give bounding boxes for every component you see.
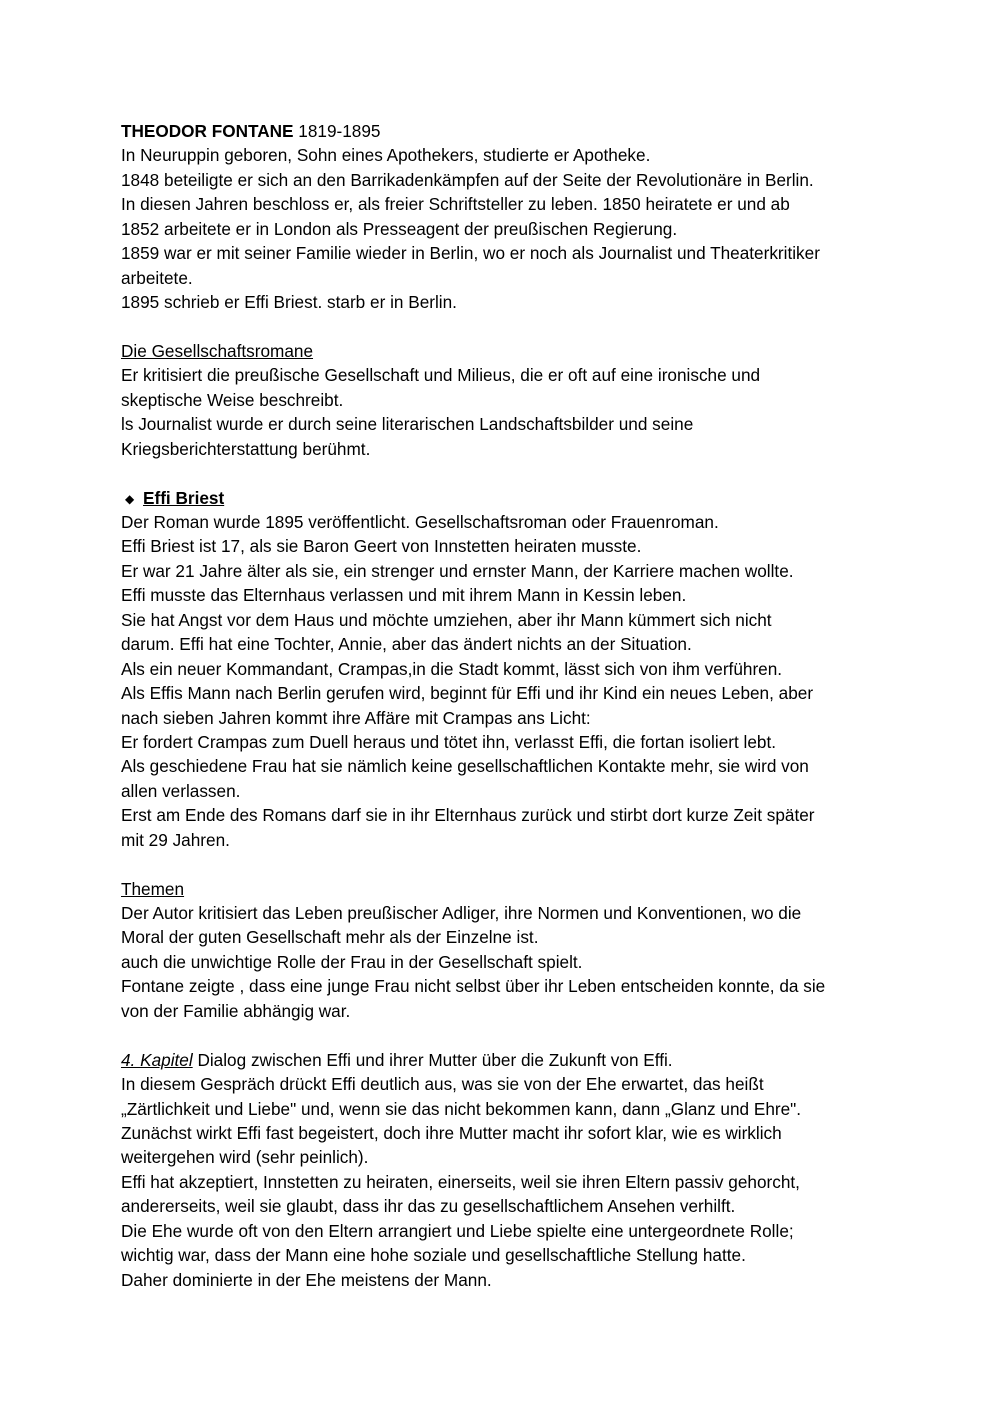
effi-line: nach sieben Jahren kommt ihre Affäre mit Crampas ans Licht: [121, 707, 591, 728]
bio-line: In Neuruppin geboren, Sohn eines Apothekers, studierte er Apotheke. [121, 145, 651, 166]
kapitel-line: In diesem Gespräch drückt Effi deutlich aus, was sie von der Ehe erwartet, das heißt [121, 1074, 764, 1095]
gesellschaft-line: Kriegsberichterstattung berühmt. [121, 438, 371, 459]
gesellschaftsromane-heading: Die Gesellschaftsromane [121, 340, 314, 361]
effi-line: allen verlassen. [121, 780, 241, 801]
spacer [121, 1023, 891, 1047]
kapitel-line: „Zärtlichkeit und Liebe" und, wenn sie das nicht bekommen kann, dann „Glanz und Ehre". [121, 1098, 802, 1119]
gesellschaft-line: ls Journalist wurde er durch seine literarischen Landschaftsbilder und seine [121, 414, 694, 435]
effi-line: mit 29 Jahren. [121, 829, 230, 850]
bio-title-line [121, 119, 891, 143]
gesellschaft-line: Er kritisiert die preußische Gesellschaft und Milieus, die er oft auf eine ironische und [121, 365, 761, 386]
section-heading [121, 339, 891, 363]
effi-line: Er fordert Crampas zum Duell heraus und tötet ihn, verlasst Effi, die fortan isoliert lebt. [121, 731, 777, 752]
effi-line: Der Roman wurde 1895 veröffentlicht. Gesellschaftsroman oder Frauenroman. [121, 512, 719, 532]
spacer [121, 852, 891, 876]
kapitel-line: andererseits, weil sie glaubt, dass ihr das zu gesellschaftlichem Ansehen verhilft. [121, 1196, 736, 1217]
bio-line: 1859 war er mit seiner Familie wieder in Berlin, wo er noch als Journalist und Theaterkritiker [121, 243, 820, 264]
effi-line: Er war 21 Jahre älter als sie, ein strenger und ernster Mann, der Karriere machen wollte. [121, 560, 794, 581]
gesellschaft-line: skeptische Weise beschreibt. [121, 389, 344, 410]
bio-line: 1895 schrieb er Effi Briest. starb er in Berlin. [121, 292, 457, 313]
kapitel-section [121, 1048, 891, 1292]
kapitel-line: weitergehen wird (sehr peinlich). [121, 1147, 369, 1168]
themen-section [121, 877, 891, 1024]
effi-line: Erst am Ende des Romans darf sie in ihr Elternhaus zurück und stirbt dort kurze Zeit später [121, 805, 815, 826]
themen-line: Fontane zeigte , dass eine junge Frau nicht selbst über ihr Leben entscheiden konnte, da sie [121, 976, 826, 997]
gesellschaftsromane-section [121, 339, 891, 461]
section-heading [121, 486, 891, 510]
kapitel-line: wichtig war, dass der Mann eine hohe soziale und gesellschaftliche Stellung hatte. [121, 1245, 746, 1266]
themen-line: auch die unwichtige Rolle der Frau in der Gesellschaft spielt. [121, 951, 583, 972]
bio-line: 1852 arbeitete er in London als Presseagent der preußischen Regierung. [121, 218, 678, 239]
spacer [121, 315, 891, 339]
effi-line: Als geschiedene Frau hat sie nämlich keine gesellschaftlichen Kontakte mehr, sie wird von [121, 756, 809, 777]
kapitel-line: Die Ehe wurde oft von den Eltern arrangiert und Liebe spielte eine untergeordnete Rolle; [121, 1220, 794, 1241]
effi-line: darum. Effi hat eine Tochter, Annie, aber das ändert nichts an der Situation. [121, 634, 692, 655]
kapitel-line: Effi hat akzeptiert, Innstetten zu heiraten, einerseits, weil sie ihren Eltern passiv gehorcht, [121, 1171, 800, 1192]
effi-line: Sie hat Angst vor dem Haus und möchte umziehen, aber ihr Mann kümmert sich nicht [121, 609, 772, 630]
effi-briest-heading: Effi Briest [143, 487, 225, 508]
kapitel-line: Zunächst wirkt Effi fast begeistert, doch ihre Mutter macht ihr sofort klar, wie es wirklich [121, 1122, 782, 1143]
kapitel-line: Daher dominierte in der Ehe meistens der Mann. [121, 1269, 492, 1290]
effi-line: Effi Briest ist 17, als sie Baron Geert von Innstetten heiraten musste. [121, 536, 642, 557]
kapitel-heading: 4. Kapitel [121, 1049, 193, 1070]
document-page [121, 119, 891, 1292]
effi-line: Als ein neuer Kommandant, Crampas,in die Stadt kommt, lässt sich von ihm verführen. [121, 658, 783, 679]
kapitel-intro: Dialog zwischen Effi und ihrer Mutter über die Zukunft von Effi. [192, 1049, 673, 1070]
diamond-bullet-icon: ◆ [125, 491, 135, 506]
effi-briest-section [121, 486, 891, 853]
effi-line: Effi musste das Elternhaus verlassen und mit ihrem Mann in Kessin leben. [121, 585, 687, 606]
themen-line: Der Autor kritisiert das Leben preußischer Adliger, ihre Normen und Konventionen, wo die [121, 903, 802, 923]
author-years: 1819-1895 [293, 121, 381, 141]
section-heading [121, 1048, 891, 1072]
themen-line: von der Familie abhängig war. [121, 1000, 351, 1021]
author-name: THEODOR FONTANE [121, 121, 294, 141]
bio-section [121, 119, 891, 315]
bio-line: 1848 beteiligte er sich an den Barrikadenkämpfen auf der Seite der Revolutionäre in Berlin. [121, 169, 814, 190]
effi-line: Als Effis Mann nach Berlin gerufen wird, beginnt für Effi und ihr Kind ein neues Leben, aber [121, 683, 814, 704]
spacer [121, 461, 891, 485]
themen-line: Moral der guten Gesellschaft mehr als der Einzelne ist. [121, 927, 539, 948]
section-heading [121, 877, 891, 901]
themen-heading: Themen [121, 878, 185, 899]
bio-line: In diesen Jahren beschloss er, als freier Schriftsteller zu leben. 1850 heiratete er und ab [121, 194, 790, 215]
bio-line: arbeitete. [121, 267, 193, 288]
